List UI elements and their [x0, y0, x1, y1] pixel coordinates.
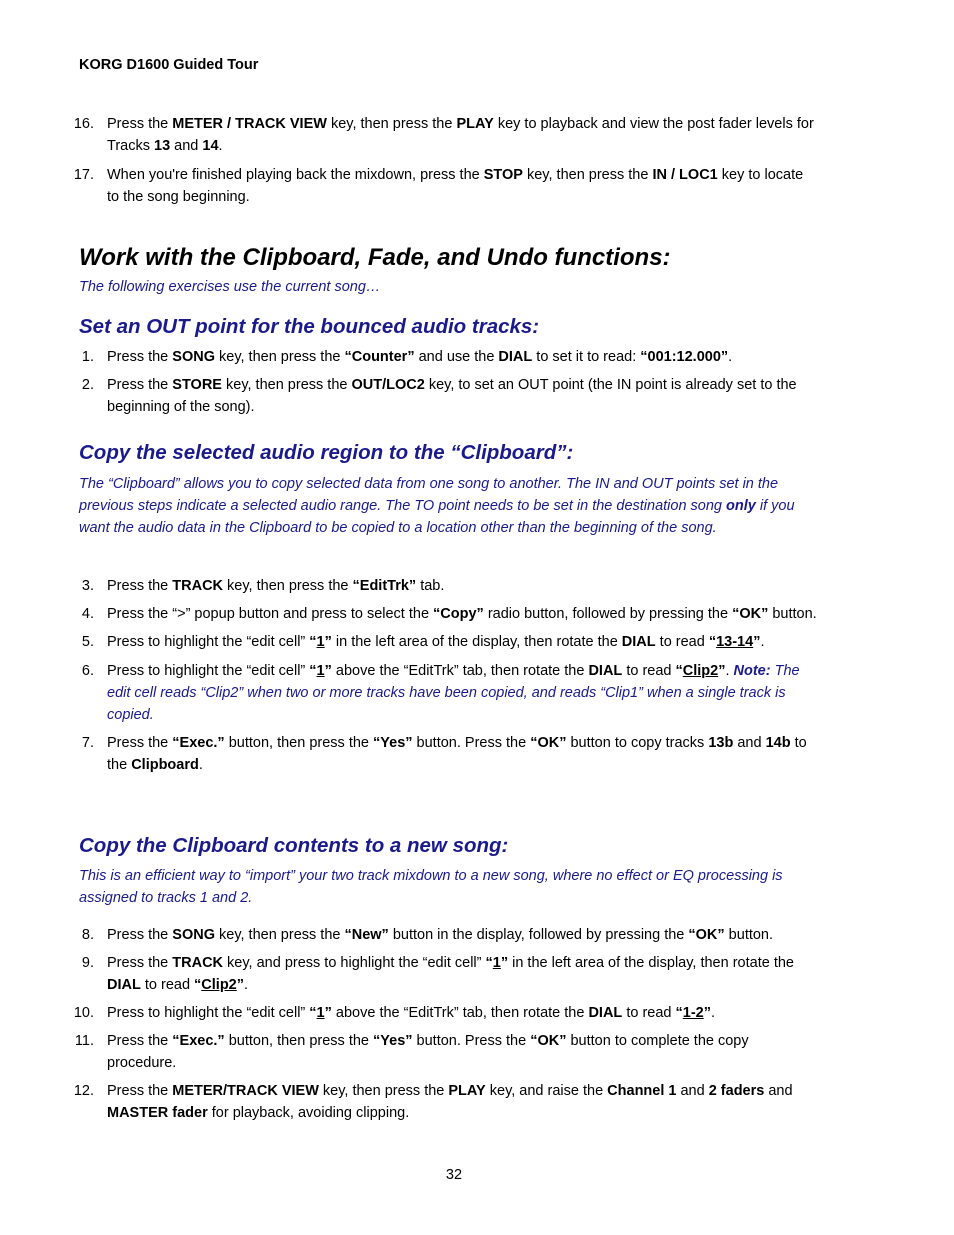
list-item-7: [0, 732, 954, 776]
step-text: Press to highlight the “edit cell” “1” in the left area of the display, then rotate the DIAL to read “13-14”.: [107, 634, 765, 650]
step-text: Press to highlight the “edit cell” “1” above the “EditTrk” tab, then rotate the DIAL to read “Clip2”. Note: The edit cell reads “Clip2” when two or more tracks have been copied, and reads “Clip1” when a single track is copied.: [107, 663, 800, 723]
main-heading: Work with the Clipboard, Fade, and Undo functions:: [79, 244, 671, 271]
section-heading-clipboard: Copy the selected audio region to the “Clipboard”:: [79, 441, 574, 464]
step-number: 4.: [81, 606, 94, 622]
section2-steps-list: [0, 575, 954, 776]
note-text: The edit cell reads “Clip2” when two or more tracks have been copied, and reads “Clip1” when a single track is copied.: [107, 663, 800, 723]
list-item-11: [0, 1030, 954, 1074]
step-text: Press the METER / TRACK VIEW key, then press the PLAY key to playback and view the post fader levels for Tracks 13 and 14.: [107, 116, 814, 154]
section1-steps-list: [0, 346, 954, 418]
list-item-9: [0, 952, 954, 996]
page-header-title: KORG D1600 Guided Tour: [79, 57, 259, 73]
section-heading-out-point: Set an OUT point for the bounced audio tracks:: [79, 315, 540, 338]
step-number: 2.: [81, 377, 94, 393]
step-number: 16.: [73, 116, 94, 132]
step-text: Press the STORE key, then press the OUT/LOC2 key, to set an OUT point (the IN point is already set to the beginning of the song).: [107, 377, 797, 415]
top-steps-list: [0, 113, 954, 208]
step-number: 9.: [81, 955, 94, 971]
step-text: Press the “Exec.” button, then press the “Yes” button. Press the “OK” button to complete the copy procedure.: [107, 1033, 749, 1071]
section3-intro: This is an efficient way to “import” your two track mixdown to a new song, where no effect or EQ processing is assigned to tracks 1 and 2.: [79, 868, 783, 906]
list-item-4: [0, 603, 954, 625]
step-number: 11.: [74, 1033, 94, 1049]
section-heading-new-song: Copy the Clipboard contents to a new song:: [79, 834, 509, 857]
step-text: Press the SONG key, then press the “New” button in the display, followed by pressing the “OK” button.: [107, 927, 774, 943]
step-text: Press to highlight the “edit cell” “1” above the “EditTrk” tab, then rotate the DIAL to read “1-2”.: [107, 1005, 715, 1021]
step-number: 3.: [81, 578, 94, 594]
list-item-3: [0, 575, 954, 597]
step-number: 5.: [81, 634, 94, 650]
step-number: 17.: [73, 167, 94, 183]
step-number: 10.: [73, 1005, 94, 1021]
step-text: Press the METER/TRACK VIEW key, then press the PLAY key, and raise the Channel 1 and 2 faders and MASTER fader for playback, avoiding clipping.: [107, 1083, 793, 1121]
page-number: 32: [445, 1167, 463, 1183]
list-item-6: [0, 660, 954, 726]
list-item-5: [0, 631, 954, 653]
list-item-17: [0, 164, 954, 208]
note-label: Note:: [733, 663, 771, 679]
list-item-2: [0, 374, 954, 418]
section3-steps-list: [0, 924, 954, 1124]
step-text: Press the SONG key, then press the “Counter” and use the DIAL to set it to read: “001:12.000”.: [107, 349, 733, 365]
step-number: 6.: [81, 663, 94, 679]
step-text: Press the “>” popup button and press to select the “Copy” radio button, followed by pressing the “OK” button.: [107, 606, 817, 622]
step-number: 8.: [81, 927, 94, 943]
list-item-16: [0, 113, 954, 157]
list-item-8: [0, 924, 954, 946]
step-number: 7.: [81, 735, 94, 751]
step-text: When you're finished playing back the mixdown, press the STOP key, then press the IN / LOC1 key to locate to the song beginning.: [107, 167, 804, 205]
step-text: Press the TRACK key, then press the “EditTrk” tab.: [107, 578, 445, 594]
step-text: Press the “Exec.” button, then press the “Yes” button. Press the “OK” button to copy tracks 13b and 14b to the Clipboard.: [107, 735, 807, 773]
list-item-1: [0, 346, 954, 368]
step-number: 12.: [73, 1083, 94, 1099]
step-text: Press the TRACK key, and press to highlight the “edit cell” “1” in the left area of the display, then rotate the DIAL to read “Clip2”.: [107, 955, 794, 993]
section2-intro: The “Clipboard” allows you to copy selected data from one song to another. The IN and OUT points set in the previous steps indicate a selected audio range. The TO point needs to be set in the destination song only if you want the audio data in the Clipboard to be copied to a location other than the beginning of the song.: [79, 476, 795, 536]
main-intro: The following exercises use the current song…: [79, 279, 381, 295]
list-item-10: [0, 1002, 954, 1024]
step-number: 1.: [81, 349, 94, 365]
list-item-12: [0, 1080, 954, 1124]
